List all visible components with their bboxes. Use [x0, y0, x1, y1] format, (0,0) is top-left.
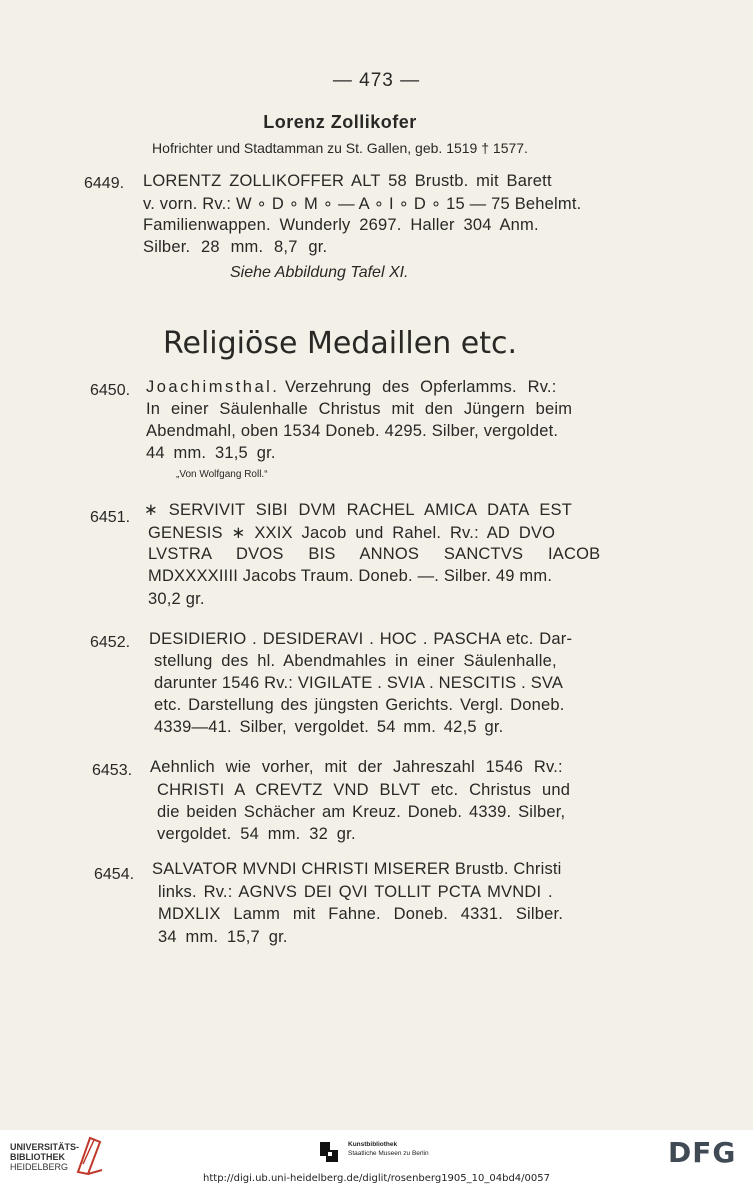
- uni-line: UNIVERSITÄTS-: [10, 1142, 80, 1152]
- entry-line: 34 mm. 15,7 gr.: [158, 928, 288, 946]
- page-number: — 473 —: [332, 70, 421, 91]
- uni-line: BIBLIOTHEK: [10, 1152, 65, 1162]
- kunstbibliothek-name: [348, 1140, 429, 1158]
- kb-line: Kunstbibliothek: [348, 1141, 398, 1148]
- person-heading: Lorenz Zollikofer: [263, 112, 417, 132]
- university-logo-icon: [74, 1134, 104, 1176]
- entry-number: 6452.: [90, 634, 131, 651]
- entry-line: Aehnlich wie vorher, mit der Jahreszahl 1546 Rv.:: [150, 758, 563, 776]
- entry-line: LVSTRA DVOS BIS ANNOS SANCTVS IACOB: [148, 545, 601, 563]
- entry-line: LORENTZ ZOLLIKOFFER ALT 58 Brustb. mit Barett: [143, 172, 552, 190]
- entry-line: Familienwappen. Wunderly 2697. Haller 304 Anm.: [143, 216, 539, 234]
- entry-line: MDXXXXIIII Jacobs Traum. Doneb. —. Silber. 49 mm.: [148, 567, 553, 585]
- entry-number: 6449.: [84, 175, 125, 192]
- entry-line: Verzehrung des Opferlamms. Rv.:: [285, 378, 557, 396]
- entry-line: stellung des hl. Abendmahles in einer Säulenhalle,: [154, 652, 557, 670]
- entry-number: 6451.: [90, 509, 131, 526]
- provenance-note: „Von Wolfgang Roll.“: [176, 469, 268, 480]
- entry-line: die beiden Schächer am Kreuz. Doneb. 4339. Silber,: [157, 803, 566, 821]
- section-title: Religiöse Medaillen etc.: [162, 326, 517, 361]
- dfg-logo: DFG: [668, 1136, 737, 1169]
- entry-line: SALVATOR MVNDI CHRISTI MISERER Brustb. Christi: [152, 860, 562, 878]
- entry-line: CHRISTI A CREVTZ VND BLVT etc. Christus und: [157, 781, 571, 799]
- university-library-name: [10, 1142, 79, 1172]
- entry-line: v. vorn. Rv.: W ∘ D ∘ M ∘ — A ∘ I ∘ D ∘ 15 — 75 Behelmt.: [143, 195, 582, 213]
- entry-place: Joachimsthal.: [146, 378, 280, 396]
- entry-line: GENESIS ∗ XXIX Jacob und Rahel. Rv.: AD DVO: [148, 524, 556, 542]
- entry-line: links. Rv.: AGNVS DEI QVI TOLLIT PCTA MVNDI .: [158, 883, 553, 901]
- entry-line: 44 mm. 31,5 gr.: [146, 444, 276, 462]
- entry-line: 30,2 gr.: [148, 590, 205, 608]
- footer-bar: [0, 1130, 753, 1186]
- kb-line: Staatliche Museen zu Berlin: [348, 1150, 429, 1157]
- source-url[interactable]: http://digi.ub.uni-heidelberg.de/diglit/rosenberg1905_10_04bd4/0057: [203, 1173, 550, 1184]
- entry-number: 6453.: [92, 762, 133, 779]
- entry-line: ∗ SERVIVIT SIBI DVM RACHEL AMICA DATA EST: [144, 501, 573, 519]
- plate-reference: Siehe Abbildung Tafel XI.: [230, 264, 409, 281]
- entry-number: 6454.: [94, 866, 135, 883]
- entry-line: MDXLIX Lamm mit Fahne. Doneb. 4331. Silber.: [158, 905, 564, 923]
- entry-line: vergoldet. 54 mm. 32 gr.: [157, 825, 356, 843]
- uni-line: HEIDELBERG: [10, 1162, 69, 1172]
- entry-line: Abendmahl, oben 1534 Doneb. 4295. Silber, vergoldet.: [146, 422, 559, 440]
- entry-line: 4339—41. Silber, vergoldet. 54 mm. 42,5 gr.: [154, 718, 504, 736]
- entry-line: In einer Säulenhalle Christus mit den Jüngern beim: [146, 400, 573, 418]
- person-description: Hofrichter und Stadtamman zu St. Gallen, geb. 1519 † 1577.: [152, 140, 528, 156]
- entry-line: etc. Darstellung des jüngsten Gerichts. Vergl. Doneb.: [154, 696, 565, 714]
- entry-line: darunter 1546 Rv.: VIGILATE . SVIA . NESCITIS . SVA: [154, 674, 564, 692]
- entry-line: Silber. 28 mm. 8,7 gr.: [143, 238, 328, 256]
- entry-number: 6450.: [90, 382, 131, 399]
- kunstbibliothek-logo-icon: [320, 1142, 338, 1162]
- entry-line: DESIDIERIO . DESIDERAVI . HOC . PASCHA etc. Dar-: [149, 630, 573, 648]
